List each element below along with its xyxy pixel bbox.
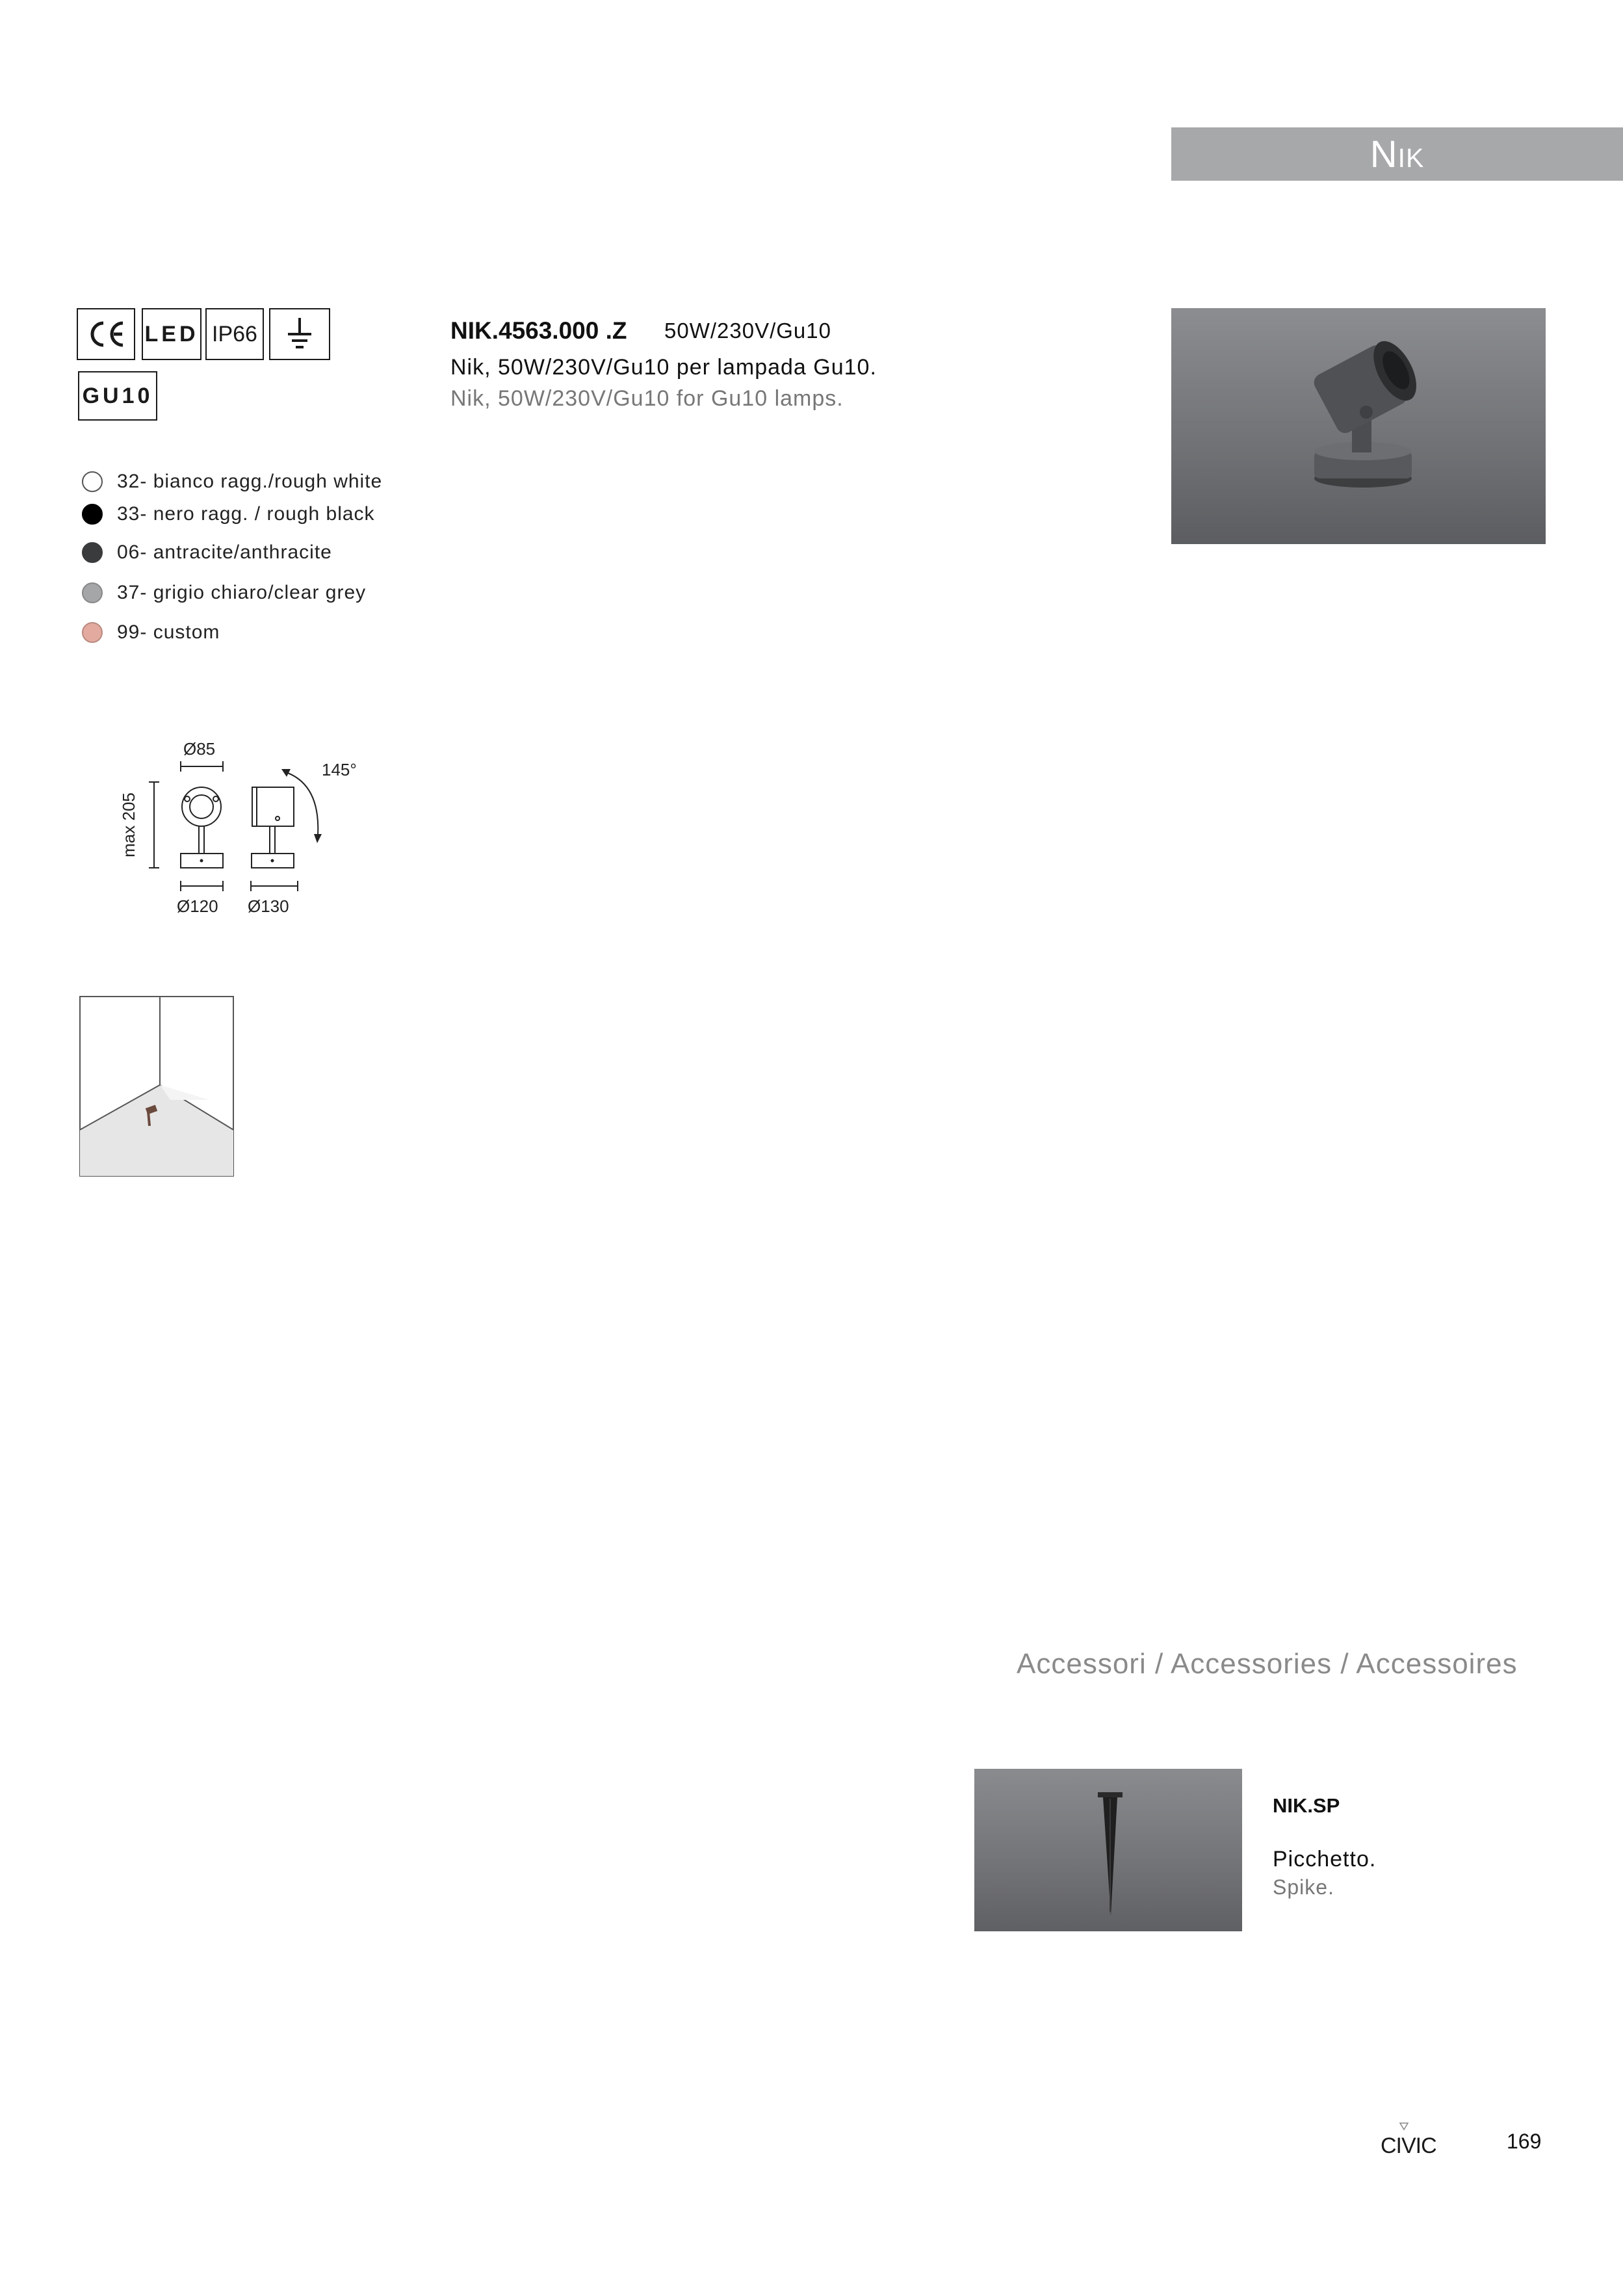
base-diameter-side-label: Ø130 bbox=[248, 896, 289, 916]
ip-rating-badge bbox=[205, 308, 264, 360]
spotlight-illustration bbox=[1171, 308, 1546, 544]
product-spec: 50W/230V/Gu10 bbox=[664, 319, 831, 343]
product-photo bbox=[1171, 308, 1546, 544]
gu10-badge-label: GU10 bbox=[82, 383, 153, 408]
finish-label: 06- antracite/anthracite bbox=[117, 541, 332, 563]
section-title: Nik bbox=[1370, 133, 1425, 176]
installation-drawing-svg bbox=[79, 996, 234, 1177]
led-badge-label: LED bbox=[144, 321, 199, 346]
swatch-clear-grey bbox=[82, 582, 103, 603]
accessory-code: NIK.SP bbox=[1273, 1794, 1340, 1817]
finish-item bbox=[82, 469, 382, 495]
svg-text:CIVIC: CIVIC bbox=[1381, 2133, 1436, 2158]
finish-label: 37- grigio chiaro/clear grey bbox=[117, 582, 367, 603]
installation-drawing bbox=[79, 996, 234, 1180]
finish-item bbox=[82, 501, 375, 527]
accessory-description-it: Picchetto. bbox=[1273, 1847, 1377, 1872]
swatch-white bbox=[82, 471, 103, 492]
tilt-angle-label: 145° bbox=[322, 760, 357, 779]
finish-item bbox=[82, 580, 366, 606]
dimension-drawing-svg bbox=[114, 731, 387, 926]
brand-logo bbox=[1378, 2120, 1436, 2163]
finish-label: 33- nero ragg. / rough black bbox=[117, 503, 375, 525]
product-description-it: Nik, 50W/230V/Gu10 per lampada Gu10. bbox=[450, 355, 877, 380]
earth-ground-icon bbox=[269, 308, 330, 360]
accessory-photo bbox=[974, 1769, 1242, 1931]
accessory-description-en: Spike. bbox=[1273, 1875, 1334, 1899]
accessories-heading: Accessori / Accessories / Accessoires bbox=[1017, 1648, 1518, 1680]
ce-mark-icon bbox=[77, 308, 135, 360]
swatch-anthracite bbox=[82, 542, 103, 563]
page-number: 169 bbox=[1507, 2130, 1542, 2153]
ce-mark-svg bbox=[85, 319, 127, 349]
dimension-drawing bbox=[114, 731, 387, 930]
swatch-custom bbox=[82, 622, 103, 643]
gu10-badge bbox=[78, 371, 157, 421]
section-title-tab bbox=[1171, 127, 1623, 181]
ip-rating-label: IP66 bbox=[212, 321, 257, 346]
led-badge bbox=[142, 308, 201, 360]
height-label: max 205 bbox=[119, 792, 138, 857]
finish-item bbox=[82, 620, 220, 646]
finish-label: 99- custom bbox=[117, 621, 220, 643]
product-code: NIK.4563.000 .Z bbox=[450, 317, 627, 344]
swatch-black bbox=[82, 504, 103, 525]
finish-item bbox=[82, 540, 332, 566]
spike-illustration bbox=[974, 1769, 1242, 1931]
finish-label: 32- bianco ragg./rough white bbox=[117, 471, 383, 492]
product-description-en: Nik, 50W/230V/Gu10 for Gu10 lamps. bbox=[450, 386, 844, 411]
earth-ground-svg bbox=[285, 317, 314, 352]
base-diameter-front-label: Ø120 bbox=[177, 896, 218, 916]
head-diameter-label: Ø85 bbox=[183, 739, 216, 759]
civic-logo-svg bbox=[1378, 2120, 1436, 2159]
